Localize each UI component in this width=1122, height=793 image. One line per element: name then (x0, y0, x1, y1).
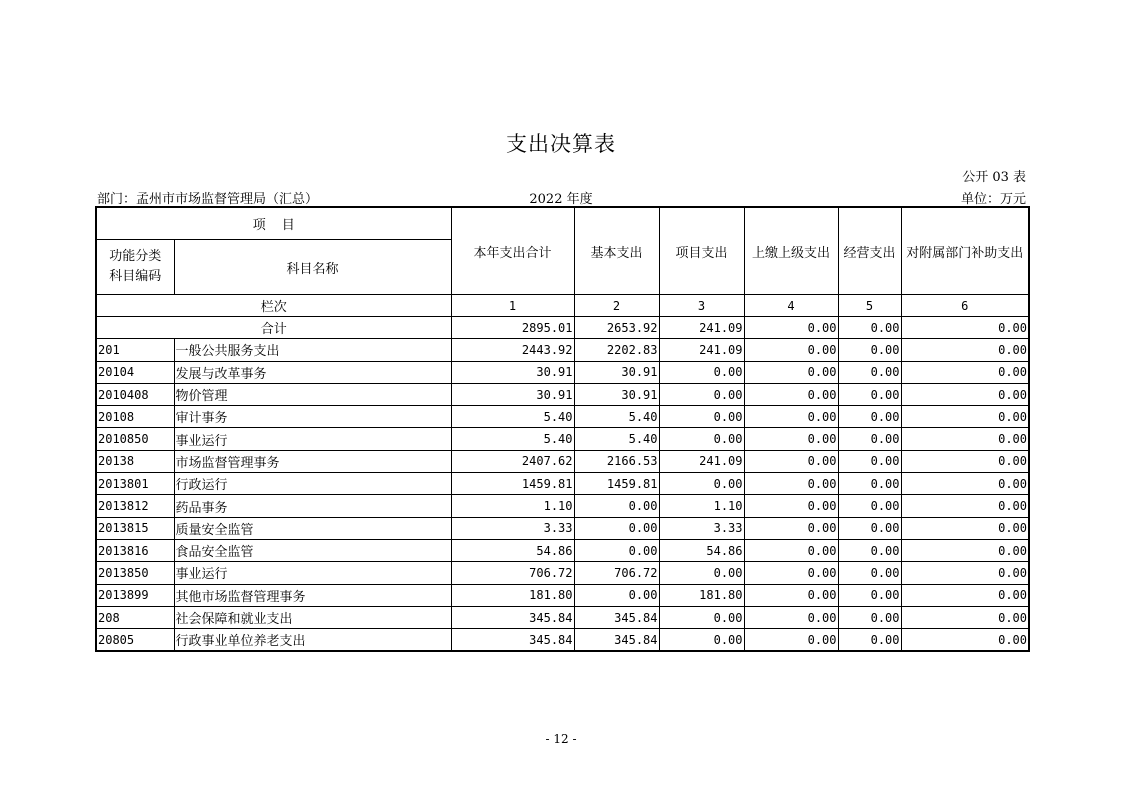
subject-name: 事业运行 (174, 428, 451, 450)
table-row (96, 517, 1029, 539)
subject-name: 社会保障和就业支出 (174, 606, 451, 628)
index-cell: 5 (838, 295, 901, 317)
amount-cell: 5.40 (451, 428, 574, 450)
table-row (96, 361, 1029, 383)
amount-cell: 0.00 (838, 450, 901, 472)
subject-name: 发展与改革事务 (174, 361, 451, 383)
amount-cell: 0.00 (901, 562, 1029, 584)
page-title: 支出决算表 (506, 132, 616, 156)
form-number: 公开 03 表 (962, 170, 1026, 185)
amount-cell: 3.33 (451, 517, 574, 539)
amount-cell: 0.00 (744, 517, 838, 539)
header-col6: 对附属部门补助支出 (901, 207, 1029, 295)
table-row (96, 629, 1029, 652)
amount-cell: 0.00 (901, 539, 1029, 561)
amount-cell: 345.84 (451, 629, 574, 652)
amount-cell: 1459.81 (574, 473, 659, 495)
amount-cell: 0.00 (901, 629, 1029, 652)
amount-cell: 0.00 (659, 361, 744, 383)
subject-code: 2013816 (96, 539, 174, 561)
subject-code: 20138 (96, 450, 174, 472)
subject-name: 市场监督管理事务 (174, 450, 451, 472)
amount-cell: 0.00 (838, 539, 901, 561)
subject-code: 2010850 (96, 428, 174, 450)
subject-name: 审计事务 (174, 406, 451, 428)
header-col3: 项目支出 (659, 207, 744, 295)
amount-cell: 0.00 (838, 361, 901, 383)
header-name: 科目名称 (174, 240, 451, 295)
amount-cell: 0.00 (744, 339, 838, 361)
index-cell: 2 (574, 295, 659, 317)
amount-cell: 0.00 (744, 562, 838, 584)
index-label: 栏次 (96, 295, 451, 317)
amount-cell: 0.00 (838, 606, 901, 628)
table-row (96, 495, 1029, 517)
expenditure-table (95, 206, 1030, 652)
amount-cell: 30.91 (451, 383, 574, 405)
subject-code: 2013801 (96, 473, 174, 495)
table-row (96, 339, 1029, 361)
amount-cell: 0.00 (838, 339, 901, 361)
index-cell: 4 (744, 295, 838, 317)
subject-code: 201 (96, 339, 174, 361)
header-col5: 经营支出 (838, 207, 901, 295)
amount-cell: 345.84 (574, 606, 659, 628)
total-value: 0.00 (744, 317, 838, 339)
total-label: 合计 (96, 317, 451, 339)
subject-code: 2013812 (96, 495, 174, 517)
subject-name: 其他市场监督管理事务 (174, 584, 451, 606)
amount-cell: 0.00 (744, 361, 838, 383)
amount-cell: 0.00 (659, 606, 744, 628)
amount-cell: 0.00 (901, 428, 1029, 450)
amount-cell: 30.91 (574, 361, 659, 383)
amount-cell: 0.00 (744, 539, 838, 561)
amount-cell: 0.00 (574, 584, 659, 606)
amount-cell: 0.00 (901, 339, 1029, 361)
table-row (96, 428, 1029, 450)
amount-cell: 345.84 (574, 629, 659, 652)
header-code: 功能分类科目编码 (96, 240, 174, 295)
amount-cell: 0.00 (659, 562, 744, 584)
amount-cell: 0.00 (744, 584, 838, 606)
table-row (96, 450, 1029, 472)
amount-cell: 181.80 (659, 584, 744, 606)
amount-cell: 0.00 (659, 629, 744, 652)
amount-cell: 0.00 (838, 629, 901, 652)
header-col4: 上缴上级支出 (744, 207, 838, 295)
amount-cell: 1459.81 (451, 473, 574, 495)
amount-cell: 0.00 (659, 406, 744, 428)
amount-cell: 0.00 (659, 473, 744, 495)
fiscal-year: 2022 年度 (529, 192, 593, 207)
index-cell: 6 (901, 295, 1029, 317)
total-row (96, 317, 1029, 339)
amount-cell: 181.80 (451, 584, 574, 606)
amount-cell: 30.91 (574, 383, 659, 405)
amount-cell: 345.84 (451, 606, 574, 628)
amount-cell: 0.00 (744, 606, 838, 628)
amount-cell: 3.33 (659, 517, 744, 539)
amount-cell: 2443.92 (451, 339, 574, 361)
amount-cell: 0.00 (838, 517, 901, 539)
amount-cell: 0.00 (901, 450, 1029, 472)
amount-cell: 0.00 (574, 539, 659, 561)
amount-cell: 2202.83 (574, 339, 659, 361)
amount-cell: 0.00 (901, 495, 1029, 517)
amount-cell: 5.40 (574, 428, 659, 450)
table-row (96, 584, 1029, 606)
total-value: 0.00 (838, 317, 901, 339)
total-value: 2895.01 (451, 317, 574, 339)
header-item: 项目 (96, 207, 451, 240)
subject-code: 20805 (96, 629, 174, 652)
amount-cell: 0.00 (744, 383, 838, 405)
amount-cell: 0.00 (901, 406, 1029, 428)
header-col2: 基本支出 (574, 207, 659, 295)
total-value: 0.00 (901, 317, 1029, 339)
subject-code: 208 (96, 606, 174, 628)
amount-cell: 706.72 (574, 562, 659, 584)
subject-name: 一般公共服务支出 (174, 339, 451, 361)
amount-cell: 0.00 (659, 428, 744, 450)
subject-name: 食品安全监管 (174, 539, 451, 561)
amount-cell: 5.40 (451, 406, 574, 428)
table-row (96, 539, 1029, 561)
amount-cell: 30.91 (451, 361, 574, 383)
subject-code: 2010408 (96, 383, 174, 405)
amount-cell: 1.10 (659, 495, 744, 517)
subject-name: 质量安全监管 (174, 517, 451, 539)
department-label: 部门：孟州市市场监督管理局（汇总） (97, 192, 319, 207)
subject-name: 药品事务 (174, 495, 451, 517)
amount-cell: 0.00 (744, 406, 838, 428)
table-row (96, 473, 1029, 495)
table-row (96, 562, 1029, 584)
amount-cell: 0.00 (901, 517, 1029, 539)
amount-cell: 241.09 (659, 450, 744, 472)
amount-cell: 0.00 (744, 428, 838, 450)
total-value: 2653.92 (574, 317, 659, 339)
subject-name: 行政运行 (174, 473, 451, 495)
page-number: - 12 - (545, 732, 577, 746)
amount-cell: 0.00 (901, 473, 1029, 495)
subject-name: 物价管理 (174, 383, 451, 405)
amount-cell: 0.00 (838, 473, 901, 495)
amount-cell: 0.00 (574, 495, 659, 517)
table-row (96, 406, 1029, 428)
index-cell: 1 (451, 295, 574, 317)
subject-code: 20108 (96, 406, 174, 428)
amount-cell: 0.00 (838, 383, 901, 405)
amount-cell: 0.00 (744, 450, 838, 472)
subject-code: 20104 (96, 361, 174, 383)
amount-cell: 0.00 (901, 606, 1029, 628)
amount-cell: 0.00 (659, 383, 744, 405)
amount-cell: 0.00 (744, 629, 838, 652)
amount-cell: 54.86 (659, 539, 744, 561)
amount-cell: 0.00 (901, 584, 1029, 606)
total-value: 241.09 (659, 317, 744, 339)
amount-cell: 0.00 (744, 495, 838, 517)
index-cell: 3 (659, 295, 744, 317)
amount-cell: 0.00 (744, 473, 838, 495)
amount-cell: 0.00 (838, 406, 901, 428)
amount-cell: 5.40 (574, 406, 659, 428)
amount-cell: 0.00 (901, 383, 1029, 405)
amount-cell: 2166.53 (574, 450, 659, 472)
table-row (96, 383, 1029, 405)
subject-name: 行政事业单位养老支出 (174, 629, 451, 652)
amount-cell: 0.00 (574, 517, 659, 539)
amount-cell: 0.00 (838, 428, 901, 450)
amount-cell: 241.09 (659, 339, 744, 361)
amount-cell: 0.00 (901, 361, 1029, 383)
amount-cell: 706.72 (451, 562, 574, 584)
subject-name: 事业运行 (174, 562, 451, 584)
amount-cell: 0.00 (838, 562, 901, 584)
amount-cell: 1.10 (451, 495, 574, 517)
subject-code: 2013899 (96, 584, 174, 606)
subject-code: 2013815 (96, 517, 174, 539)
amount-cell: 54.86 (451, 539, 574, 561)
subject-code: 2013850 (96, 562, 174, 584)
amount-cell: 2407.62 (451, 450, 574, 472)
amount-cell: 0.00 (838, 495, 901, 517)
unit-label: 单位：万元 (960, 192, 1026, 207)
amount-cell: 0.00 (838, 584, 901, 606)
table-row (96, 606, 1029, 628)
header-col1: 本年支出合计 (451, 207, 574, 295)
